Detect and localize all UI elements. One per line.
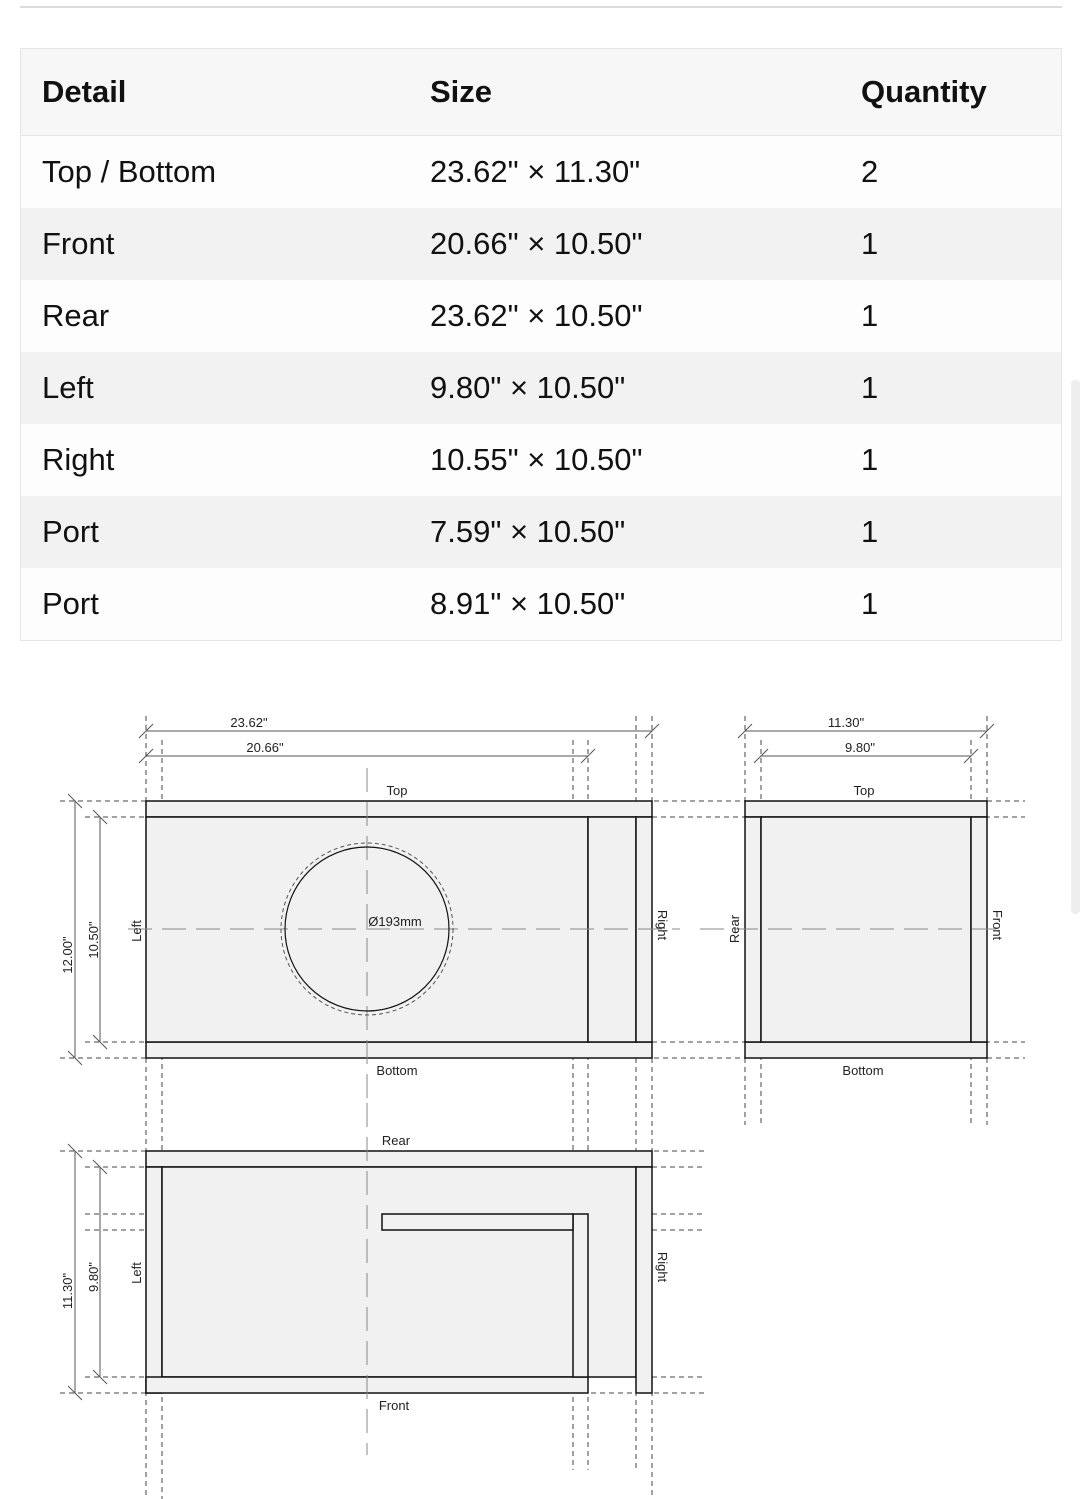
front-right-label: Right	[655, 909, 670, 941]
side-top-panel	[745, 801, 987, 817]
cell-detail: Port	[21, 496, 410, 568]
cell-size: 8.91" × 10.50"	[409, 568, 840, 641]
cell-detail: Rear	[21, 280, 410, 352]
cell-quantity: 1	[840, 568, 1062, 641]
rear-panel	[146, 1151, 652, 1167]
top-view	[60, 1103, 705, 1455]
top-outer-height-label: 11.30"	[60, 1272, 75, 1310]
side-view	[700, 715, 1005, 1125]
outer-height-label: 12.00"	[60, 936, 75, 974]
cell-quantity: 1	[840, 496, 1062, 568]
top-panel	[146, 801, 652, 817]
port-wall	[573, 1214, 588, 1377]
side-inner-width-label: 9.80"	[845, 740, 875, 755]
cell-detail: Left	[21, 352, 410, 424]
side-bottom-panel	[745, 1042, 987, 1058]
cell-size: 10.55" × 10.50"	[409, 424, 840, 496]
cell-size: 9.80" × 10.50"	[409, 352, 840, 424]
cell-detail: Port	[21, 568, 410, 641]
side-top-label: Top	[853, 783, 875, 798]
cell-size: 20.66" × 10.50"	[409, 208, 840, 280]
inner-height-label: 10.50"	[86, 921, 101, 959]
side-bottom-label: Bottom	[842, 1063, 884, 1078]
cell-size: 23.62" × 10.50"	[409, 280, 840, 352]
cell-size: 7.59" × 10.50"	[409, 496, 840, 568]
header-size: Size	[409, 49, 840, 136]
inner-width-label: 20.66"	[246, 740, 284, 755]
cell-quantity: 1	[840, 208, 1062, 280]
top-view-left-label: Left	[129, 1262, 144, 1284]
hole-diameter-label: Ø193mm	[368, 914, 422, 929]
top-view-right-label: Right	[655, 1251, 670, 1283]
cell-quantity: 1	[840, 424, 1062, 496]
top-view-rear-label: Rear	[381, 1133, 411, 1148]
side-front-label: Front	[990, 909, 1005, 941]
side-rear-label: Rear	[727, 914, 742, 944]
header-quantity: Quantity	[840, 49, 1062, 136]
left-panel	[146, 1167, 162, 1393]
cell-detail: Top / Bottom	[21, 136, 410, 209]
cell-detail: Right	[21, 424, 410, 496]
header-detail: Detail	[21, 49, 410, 136]
front-left-label: Left	[129, 920, 144, 942]
top-view-front-label: Front	[378, 1398, 410, 1413]
cell-quantity: 2	[840, 136, 1062, 209]
side-outer-width-label: 11.30"	[827, 715, 865, 730]
top-view-right-panel	[636, 1167, 652, 1393]
cell-quantity: 1	[840, 352, 1062, 424]
port-shelf	[382, 1214, 573, 1230]
top-inner-height-label: 9.80"	[86, 1262, 101, 1292]
bottom-panel	[146, 1042, 652, 1058]
outer-width-label: 23.62"	[230, 715, 268, 730]
cell-size: 23.62" × 11.30"	[409, 136, 840, 209]
front-bottom-label: Bottom	[376, 1063, 418, 1078]
front-top-label: Top	[386, 783, 408, 798]
interior-area	[162, 1167, 636, 1377]
cell-detail: Front	[21, 208, 410, 280]
cell-quantity: 1	[840, 280, 1062, 352]
